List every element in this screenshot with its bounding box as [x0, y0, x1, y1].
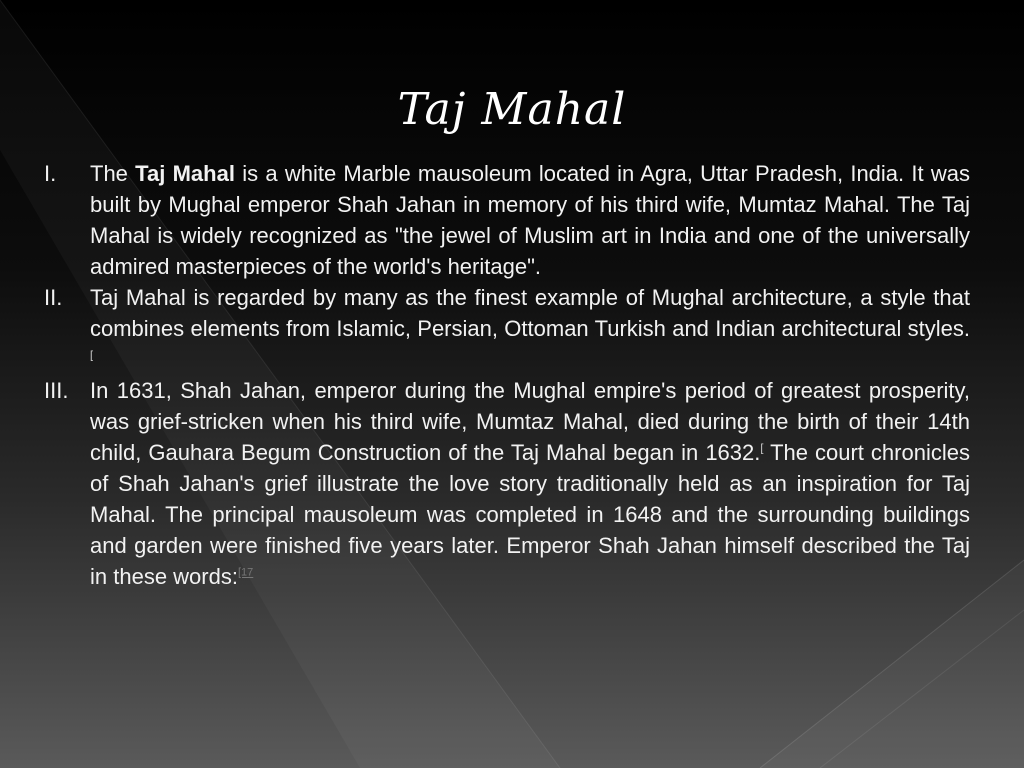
item-body: In 1631, Shah Jahan, emperor during the Mughal empire's period of greatest prosperity, was grief-stricken when his third wife, Mumtaz Mahal, died during the birth of their 14th child, Gauhara Begum Construction of the Taj Mahal began in 1632. [90, 378, 970, 465]
citation-link[interactable]: [ [760, 442, 764, 455]
item-text [90, 375, 970, 592]
list-item [44, 375, 970, 592]
citation-link[interactable]: [17 [237, 566, 254, 579]
item-bold-term: Taj Mahal [135, 161, 235, 186]
item-text [90, 158, 970, 282]
item-lead: The [90, 161, 136, 186]
item-body-continued: The court chronicles of Shah Jahan's grief illustrate the love story traditionally held as an inspiration for Taj Mahal. The principal mausoleum was completed in 1648 and the surrounding buildings and garden were finished five years later. Emperor Shah Jahan himself described the Taj in these words: [90, 440, 970, 589]
item-number: II. [44, 285, 63, 310]
citation-link[interactable]: [ [90, 349, 94, 362]
item-text [90, 282, 970, 375]
item-number: I. [44, 161, 57, 186]
list-item [44, 158, 970, 282]
item-list [44, 158, 970, 592]
item-number: III. [44, 378, 69, 403]
item-body: Taj Mahal is regarded by many as the finest example of Mughal architecture, a style that combines elements from Islamic, Persian, Ottoman Turkish and Indian architectural styles. [90, 285, 970, 341]
item-body: is a white Marble mausoleum located in Agra, Uttar Pradesh, India. It was built by Mughal emperor Shah Jahan in memory of his third wife, Mumtaz Mahal. The Taj Mahal is widely recognized as "the jewel of Muslim art in India and one of the universally admired masterpieces of the world's heritage". [90, 161, 970, 279]
slide-title: Taj Mahal [397, 84, 627, 135]
list-item [44, 282, 970, 375]
